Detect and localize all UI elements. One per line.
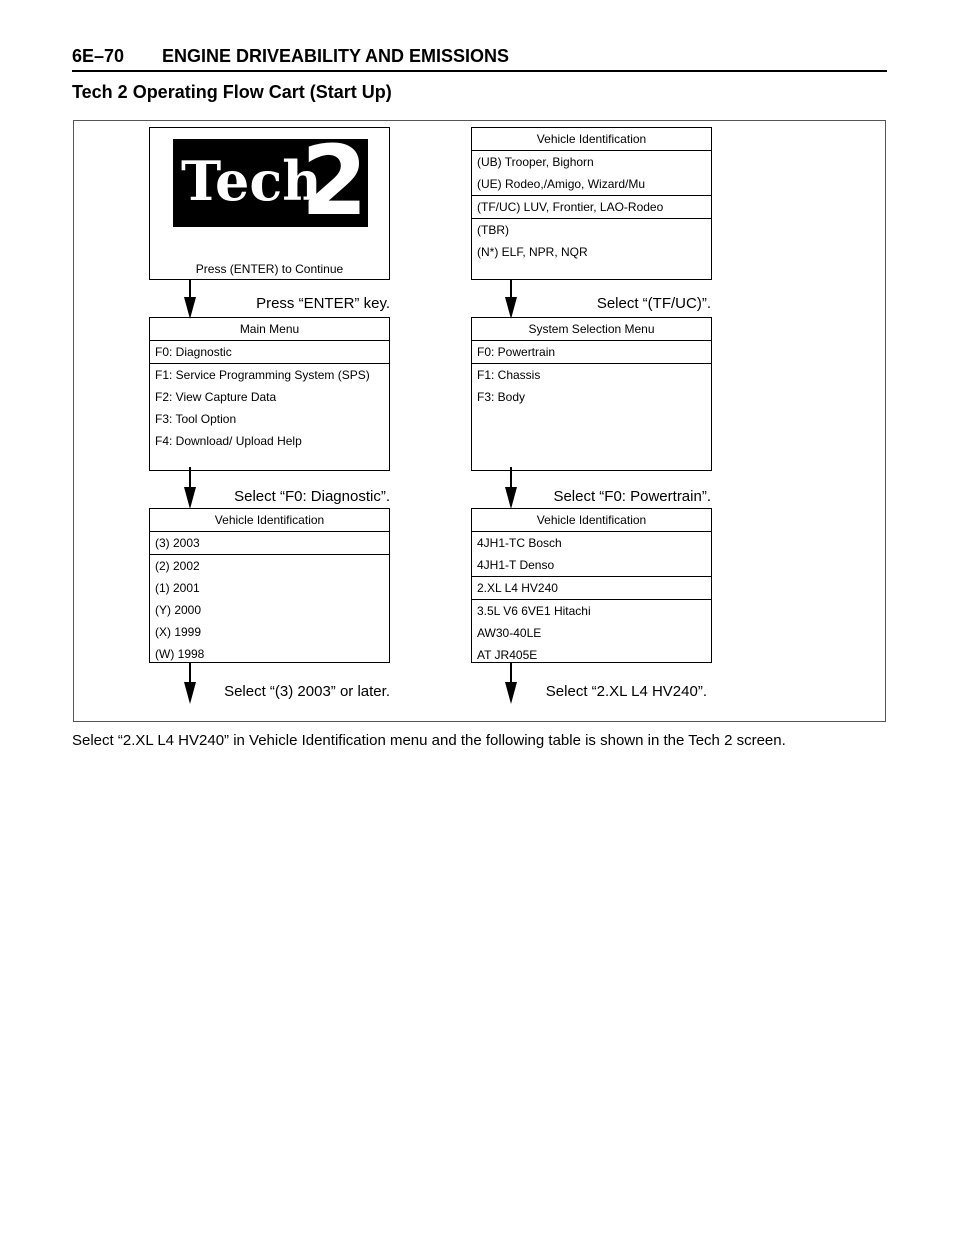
menu-group xyxy=(150,555,389,665)
arrow-line xyxy=(189,663,191,684)
vehicle-identification-year-box xyxy=(149,508,390,663)
section-title: Tech 2 Operating Flow Cart (Start Up) xyxy=(72,82,392,102)
start-screen-box xyxy=(149,127,390,280)
menu-item[interactable]: (UE) Rodeo,/Amigo, Wizard/Mu xyxy=(477,177,646,191)
menu-group xyxy=(472,532,711,577)
vehicle-identification-model-box xyxy=(471,127,712,280)
page-header xyxy=(72,44,887,72)
menu-item[interactable]: (TBR) xyxy=(477,223,509,237)
logo-text: Tech xyxy=(181,149,322,213)
vehicle-identification-engine-box xyxy=(471,508,712,663)
arrow-down-icon xyxy=(184,487,196,509)
menu-item[interactable]: 4JH1-TC Bosch xyxy=(477,536,562,550)
arrow-down-icon xyxy=(184,297,196,319)
menu-group xyxy=(150,532,389,555)
menu-title: System Selection Menu xyxy=(472,318,711,341)
page-code: 6E–70 xyxy=(72,46,125,66)
menu-item[interactable]: AW30-40LE xyxy=(477,626,542,640)
menu-group xyxy=(150,341,389,364)
menu-group xyxy=(472,577,711,600)
menu-group xyxy=(150,364,389,452)
menu-item[interactable]: F3: Body xyxy=(477,390,526,404)
menu-item[interactable]: (N*) ELF, NPR, NQR xyxy=(477,245,588,259)
menu-item[interactable]: F0: Powertrain xyxy=(477,345,556,359)
arrow-down-icon xyxy=(505,487,517,509)
caption-select-diagnostic: Select “F0: Diagnostic”. xyxy=(234,488,390,505)
menu-item[interactable]: F2: View Capture Data xyxy=(155,390,277,404)
caption-select-tfuc: Select “(TF/UC)”. xyxy=(596,295,711,312)
menu-item[interactable]: (UB) Trooper, Bighorn xyxy=(477,155,594,169)
menu-group xyxy=(472,364,711,408)
caption-press-enter: Press “ENTER” key. xyxy=(256,295,390,312)
menu-item[interactable]: F3: Tool Option xyxy=(155,412,237,426)
menu-item[interactable]: 3.5L V6 6VE1 Hitachi xyxy=(477,604,591,618)
menu-group xyxy=(472,341,711,364)
menu-item[interactable]: 4JH1-T Denso xyxy=(477,558,555,572)
caption-select-engine: Select “2.XL L4 HV240”. xyxy=(545,683,707,700)
menu-title: Vehicle Identification xyxy=(472,509,711,532)
page-header-title: ENGINE DRIVEABILITY AND EMISSIONS xyxy=(162,46,510,66)
menu-group xyxy=(472,151,711,196)
menu-item[interactable]: (3) 2003 xyxy=(155,536,200,550)
menu-item[interactable]: (2) 2002 xyxy=(155,559,200,573)
menu-item[interactable]: (TF/UC) LUV, Frontier, LAO-Rodeo xyxy=(477,200,664,214)
menu-title: Main Menu xyxy=(150,318,389,341)
caption-select-powertrain: Select “F0: Powertrain”. xyxy=(553,488,711,505)
menu-item[interactable]: F0: Diagnostic xyxy=(155,345,232,359)
menu-item[interactable]: F4: Download/ Upload Help xyxy=(155,434,302,448)
menu-group xyxy=(472,600,711,666)
menu-item[interactable]: (W) 1998 xyxy=(155,647,205,661)
menu-group xyxy=(472,219,711,263)
arrow-line xyxy=(510,663,512,684)
menu-item[interactable]: F1: Chassis xyxy=(477,368,541,382)
system-selection-menu-box xyxy=(471,317,712,471)
menu-item[interactable]: F1: Service Programming System (SPS) xyxy=(155,368,370,382)
menu-item[interactable]: 2.XL L4 HV240 xyxy=(477,581,558,595)
arrow-down-icon xyxy=(505,682,517,704)
menu-item[interactable]: (X) 1999 xyxy=(155,625,202,639)
menu-title: Vehicle Identification xyxy=(150,509,389,532)
menu-item[interactable]: (Y) 2000 xyxy=(155,603,202,617)
menu-group xyxy=(472,196,711,219)
menu-title: Vehicle Identification xyxy=(472,128,711,151)
logo-digit: 2 xyxy=(301,125,368,237)
footer-note: Select “2.XL L4 HV240” in Vehicle Identification menu and the following table is shown in the Tech 2 screen. xyxy=(72,732,786,749)
menu-item[interactable]: AT JR405E xyxy=(477,648,538,662)
tech2-logo xyxy=(173,125,368,237)
main-menu-box xyxy=(149,317,390,471)
arrow-down-icon xyxy=(184,682,196,704)
start-prompt: Press (ENTER) to Continue xyxy=(195,262,344,276)
arrow-down-icon xyxy=(505,297,517,319)
caption-select-2003: Select “(3) 2003” or later. xyxy=(224,683,390,700)
menu-item[interactable]: (1) 2001 xyxy=(155,581,200,595)
